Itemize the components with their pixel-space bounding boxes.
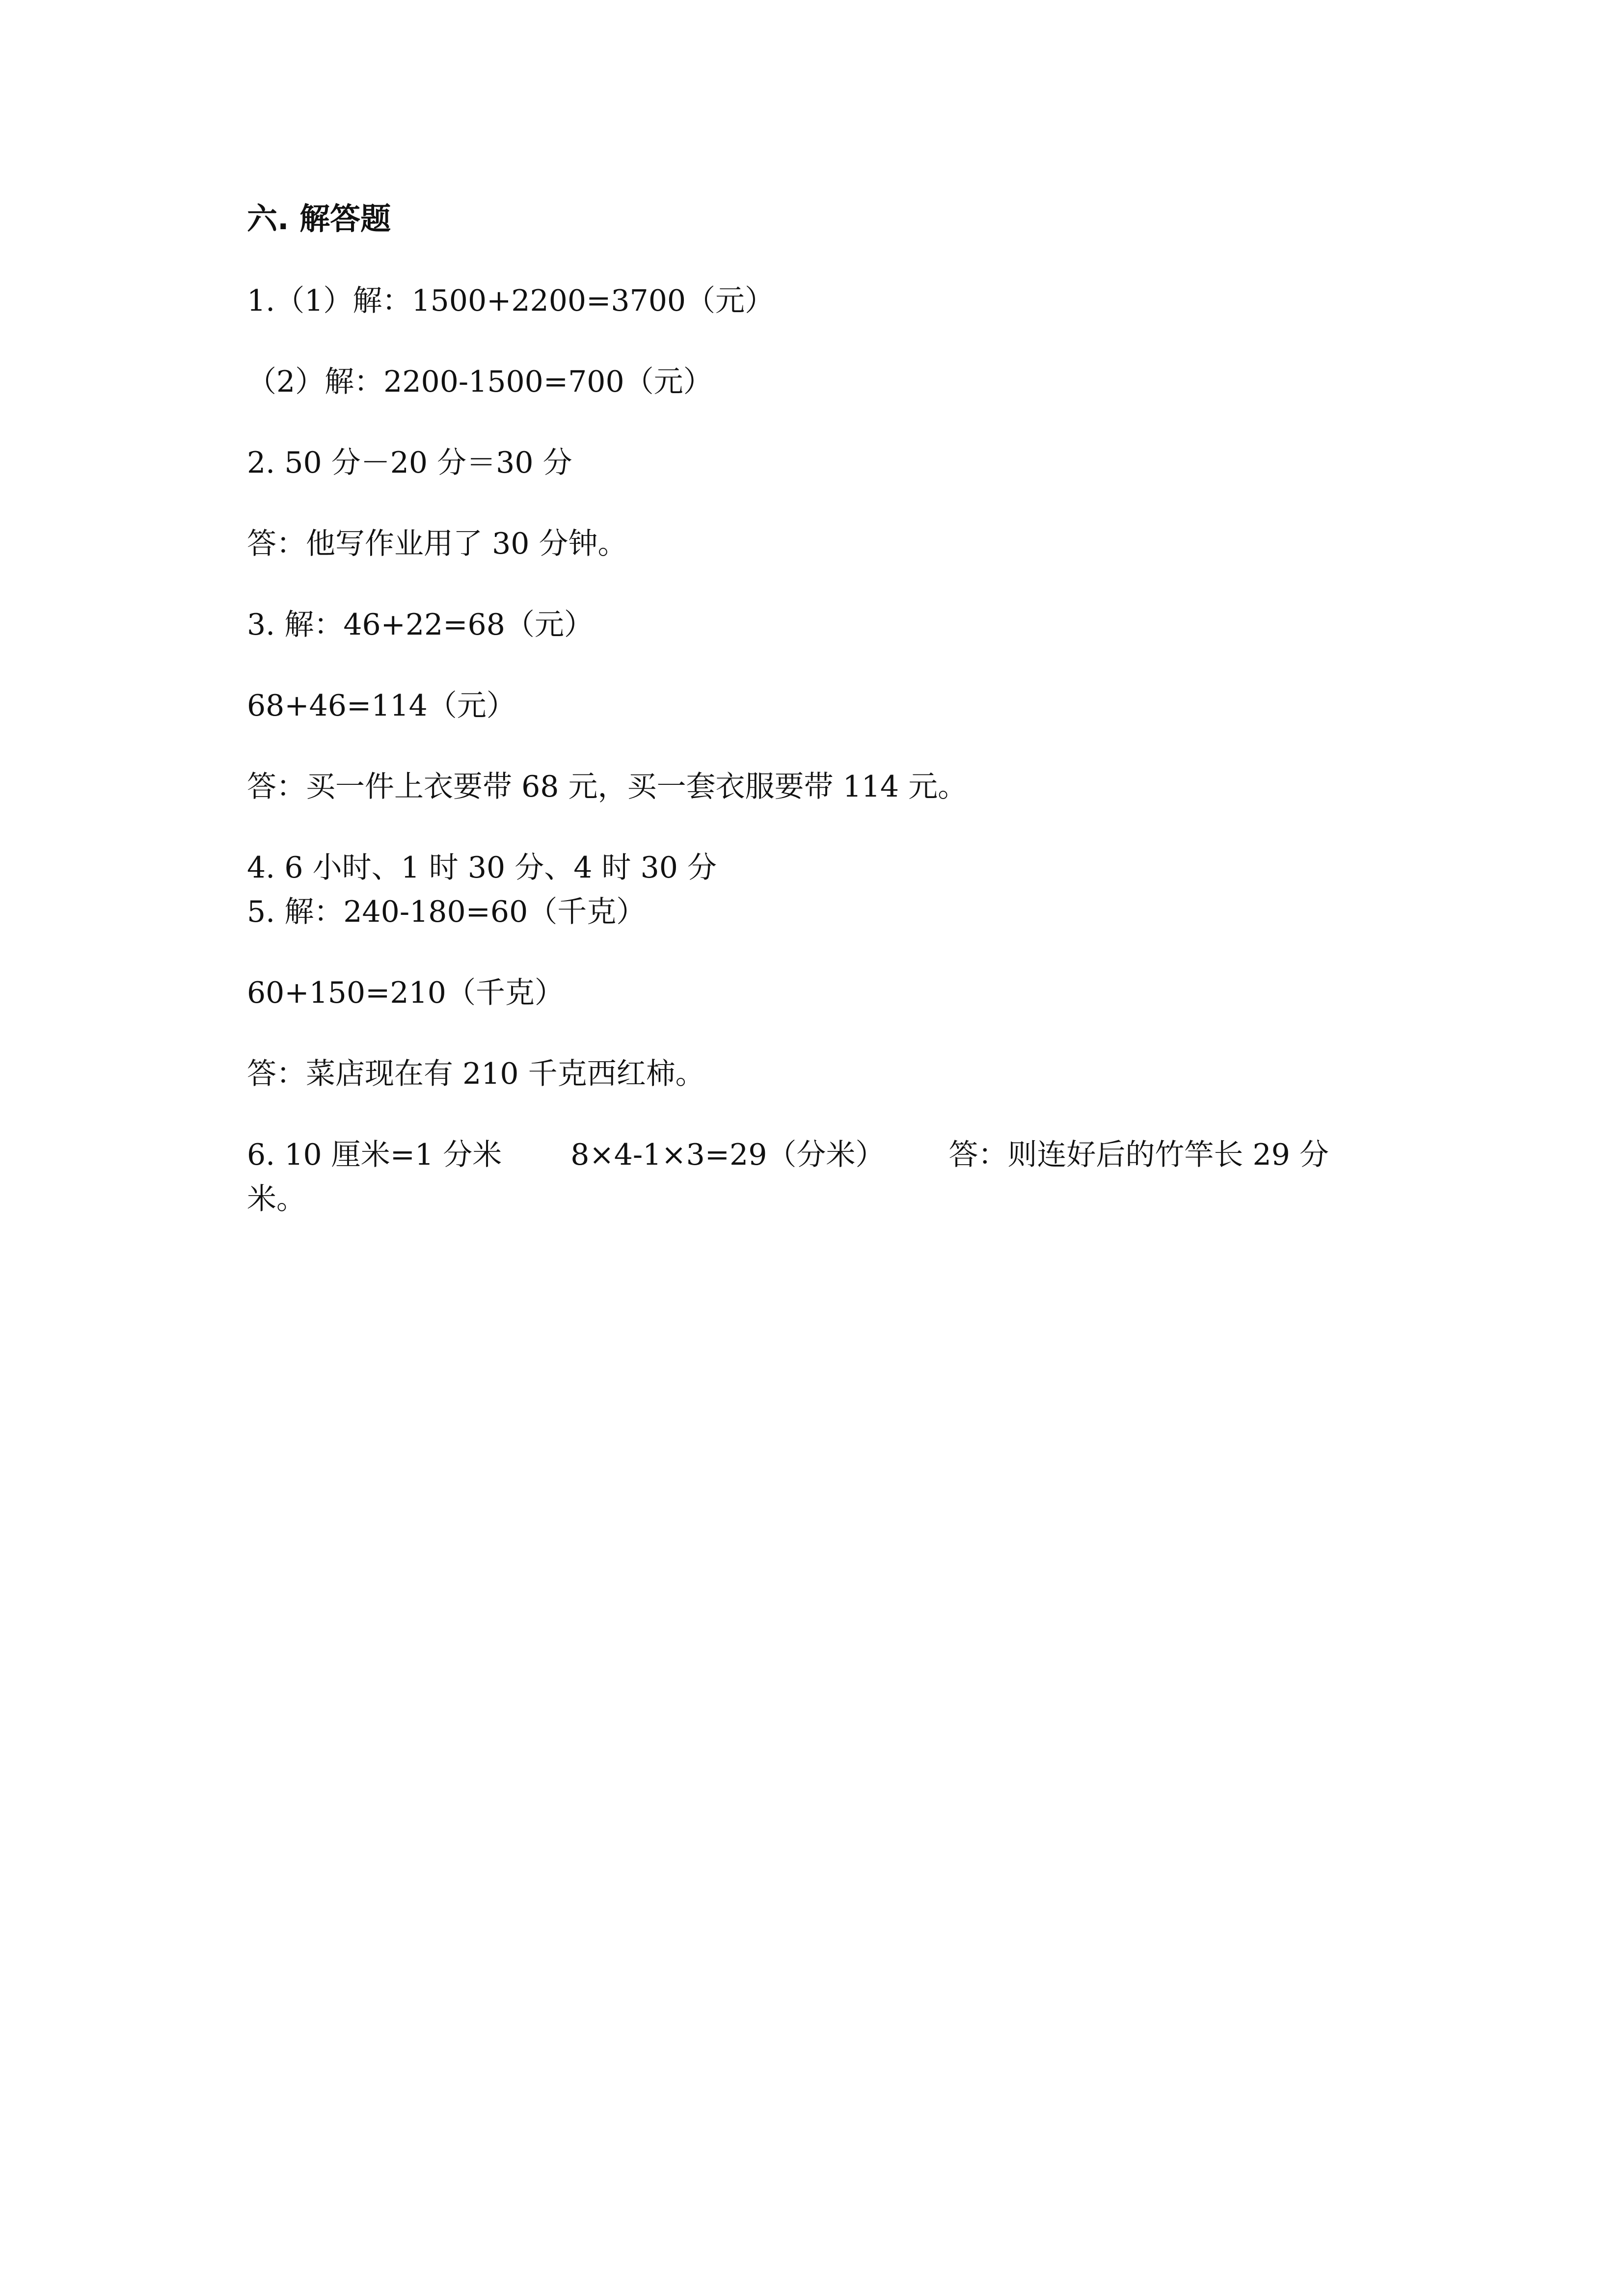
answer-1-part-2: （2）解：2200-1500=700（元） [247, 365, 713, 399]
answer-6-calculation: 8×4-1×3=29（分米） [570, 1138, 885, 1172]
answer-3-calculation-1: 3. 解：46+22=68（元） [247, 608, 594, 642]
answer-6-conclusion-wrap: 米。 [247, 1182, 306, 1216]
answer-1-part-1: 1.（1）解：1500+2200=3700（元） [247, 284, 775, 318]
answer-2-conclusion: 答：他写作业用了 30 分钟。 [247, 527, 627, 561]
answer-4: 4. 6 小时、1 时 30 分、4 时 30 分 [247, 851, 717, 885]
answer-3-conclusion: 答：买一件上衣要带 68 元，买一套衣服要带 114 元。 [247, 770, 968, 804]
answer-5-calculation-1: 5. 解：240-180=60（千克） [247, 895, 646, 929]
answer-2-calculation: 2. 50 分－20 分＝30 分 [247, 446, 572, 480]
answer-6-conversion: 6. 10 厘米=1 分米 [247, 1138, 502, 1172]
answer-6-line [247, 1140, 1329, 1170]
answer-6-conclusion: 答：则连好后的竹竿长 29 分 [948, 1138, 1329, 1172]
answer-5-conclusion: 答：菜店现在有 210 千克西红柿。 [247, 1057, 705, 1091]
answer-3-calculation-2: 68+46=114（元） [247, 689, 516, 723]
answer-5-calculation-2: 60+150=210（千克） [247, 976, 564, 1010]
section-title: 六. 解答题 [247, 201, 391, 237]
